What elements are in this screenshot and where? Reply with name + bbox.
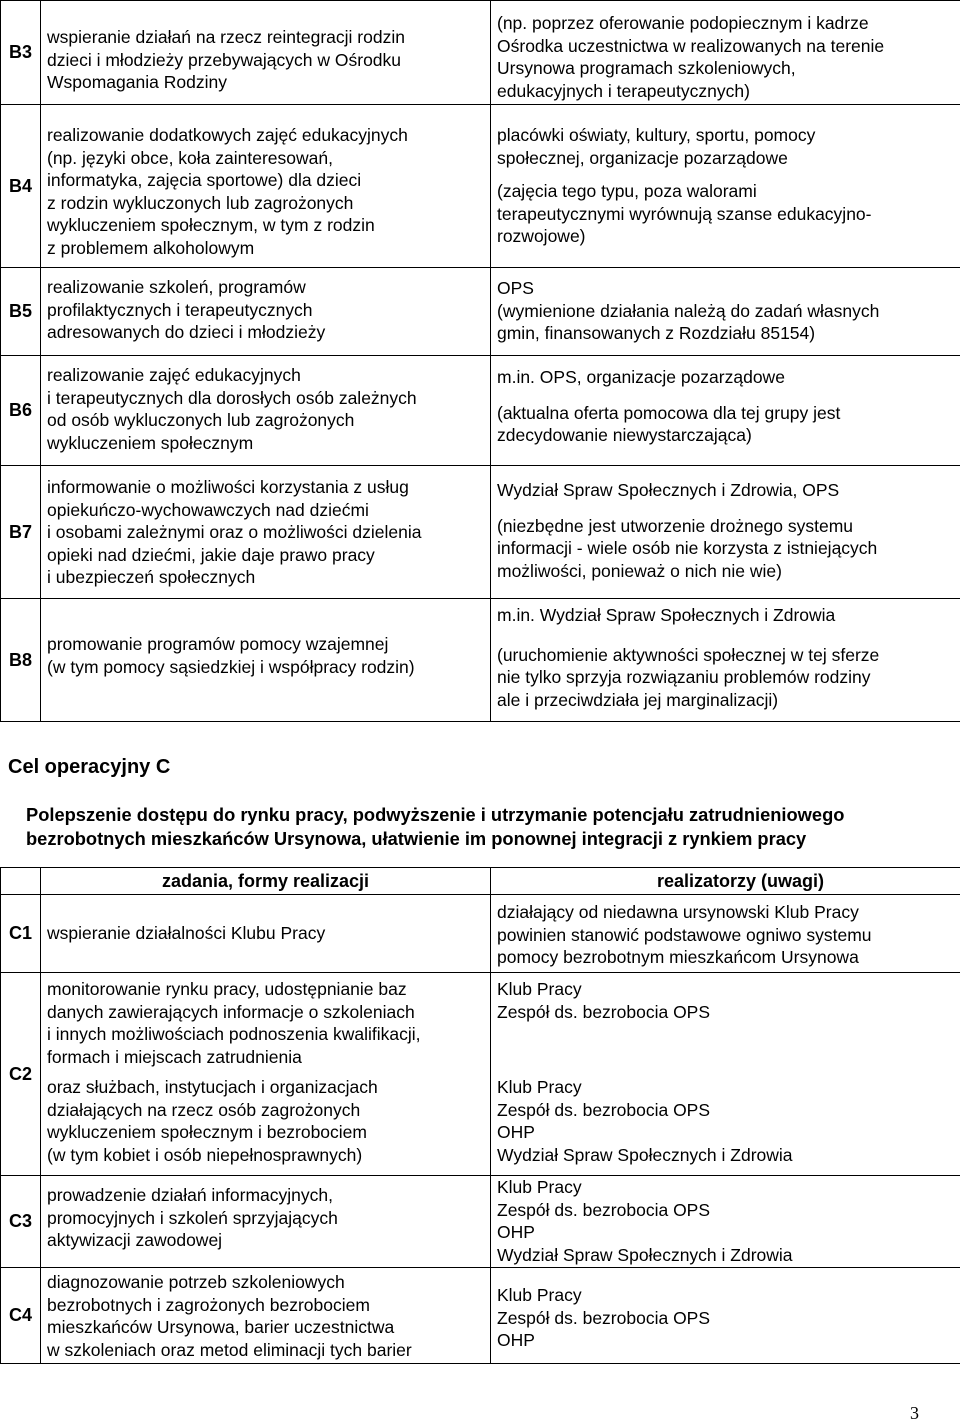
row-id: B6 xyxy=(1,356,41,466)
header-executors: realizatorzy (uwagi) xyxy=(491,868,960,895)
table-row xyxy=(1,895,960,973)
table-row xyxy=(1,1176,960,1268)
note-text: (zajęcia tego typu, poza walorami terapeutycznymi wyrównują szanse edukacyjno- rozwojowe) xyxy=(497,180,956,248)
row-id: C3 xyxy=(1,1176,41,1268)
executor-text: m.in. OPS, organizacje pozarządowe xyxy=(497,366,956,389)
task-text: monitorowanie rynku pracy, udostępnianie baz danych zawierających informacje o szkoleniach i innych możliwościach podnoszenia kwalifikacji, formach i miejscach zatrudnienia xyxy=(47,978,486,1068)
task-text: promowanie programów pomocy wzajemnej (w tym pomocy sąsiedzkiej i współpracy rodzin) xyxy=(47,633,486,678)
task-text: wspieranie działalności Klubu Pracy xyxy=(47,922,486,945)
task-text: informowanie o możliwości korzystania z usług opiekuńczo-wychowawczych nad dziećmi i osobami zależnymi oraz o możliwości dzielenia opieki nad dziećmi, jakie daje prawo pracy i ubezpieczeń społecznych xyxy=(47,476,486,589)
row-id: B5 xyxy=(1,268,41,356)
row-id: B7 xyxy=(1,466,41,599)
executor-text: Klub Pracy Zespół ds. bezrobocia OPS xyxy=(497,978,956,1023)
task-text: diagnozowanie potrzeb szkoleniowych bezrobotnych i zagrożonych bezrobociem mieszkańców Ursynowa, barier uczestnictwa w szkoleniach oraz metod eliminacji tych barier xyxy=(47,1271,486,1361)
executor-text: m.in. Wydział Spraw Społecznych i Zdrowia xyxy=(497,604,956,627)
executor-text: działający od niedawna ursynowski Klub Pracy powinien stanowić podstawowe ogniwo systemu pomocy bezrobotnym mieszkańcom Ursynowa xyxy=(497,901,956,969)
table-row xyxy=(1,356,960,466)
section-description: Polepszenie dostępu do rynku pracy, podwyższenie i utrzymanie potencjału zatrudnieniowego bezrobotnych mieszkańców Ursynowa, ułatwienie im ponownej integracji z rynkiem pracy xyxy=(26,803,956,851)
row-id: B8 xyxy=(1,599,41,722)
table-row xyxy=(1,466,960,599)
table-section-c xyxy=(0,867,960,1364)
executor-text: Klub Pracy Zespół ds. bezrobocia OPS OHP xyxy=(497,1284,956,1352)
task-text: realizowanie dodatkowych zajęć edukacyjnych (np. języki obce, koła zainteresowań, informatyka, zajęcia sportowe) dla dzieci z rodzin wykluczonych lub zagrożonych wykluczeniem społecznym, w tym z rodzin z problemem alkoholowym xyxy=(47,124,486,259)
row-id: B3 xyxy=(1,1,41,105)
page-number: 3 xyxy=(910,1402,919,1425)
task-text: realizowanie szkoleń, programów profilaktycznych i terapeutycznych adresowanych do dzieci i młodzieży xyxy=(47,276,486,344)
note-text: (niezbędne jest utworzenie drożnego systemu informacji - wiele osób nie korzysta z istniejących możliwości, ponieważ o nich nie wie) xyxy=(497,515,956,583)
executor-text-2: Klub Pracy Zespół ds. bezrobocia OPS OHP Wydział Spraw Społecznych i Zdrowia xyxy=(497,1076,956,1166)
executor-text: Klub Pracy Zespół ds. bezrobocia OPS OHP Wydział Spraw Społecznych i Zdrowia xyxy=(497,1176,956,1266)
task-text: wspieranie działań na rzecz reintegracji rodzin dzieci i młodzieży przebywających w Ośrodku Wspomagania Rodziny xyxy=(47,26,486,94)
table-row xyxy=(1,268,960,356)
section-title: Cel operacyjny C xyxy=(8,756,170,779)
row-id: C1 xyxy=(1,895,41,973)
task-text-2: oraz służbach, instytucjach i organizacjach działających na rzecz osób zagrożonych wykluczeniem społecznym i bezrobociem (w tym kobiet i osób niepełnosprawnych) xyxy=(47,1076,486,1166)
row-id: B4 xyxy=(1,105,41,268)
task-text: realizowanie zajęć edukacyjnych i terapeutycznych dla dorosłych osób zależnych od osób wykluczonych lub zagrożonych wykluczeniem społecznym xyxy=(47,364,486,454)
table-row xyxy=(1,105,960,268)
executor-text: (np. poprzez oferowanie podopiecznym i kadrze Ośrodka uczestnictwa w realizowanych na terenie Ursynowa programach szkoleniowych, edukacyjnych i terapeutycznych) xyxy=(497,12,956,102)
executor-text: Wydział Spraw Społecznych i Zdrowia, OPS xyxy=(497,479,956,502)
table-row xyxy=(1,1268,960,1364)
task-text: prowadzenie działań informacyjnych, promocyjnych i szkoleń sprzyjających aktywizacji zawodowej xyxy=(47,1184,486,1252)
table-row xyxy=(1,973,960,1176)
header-tasks: zadania, formy realizacji xyxy=(41,868,491,895)
note-text: (aktualna oferta pomocowa dla tej grupy jest zdecydowanie niewystarczająca) xyxy=(497,402,956,447)
executor-text: placówki oświaty, kultury, sportu, pomocy społecznej, organizacje pozarządowe xyxy=(497,124,956,169)
executor-text: OPS (wymienione działania należą do zadań własnych gmin, finansowanych z Rozdziału 85154) xyxy=(497,277,956,345)
note-text: (uruchomienie aktywności społecznej w tej sferze nie tylko sprzyja rozwiązaniu problemów rodziny ale i przeciwdziała jej marginalizacji) xyxy=(497,644,956,712)
row-id: C2 xyxy=(1,973,41,1176)
table-header-row xyxy=(1,868,960,895)
table-row xyxy=(1,1,960,105)
table-row xyxy=(1,599,960,722)
row-id: C4 xyxy=(1,1268,41,1364)
